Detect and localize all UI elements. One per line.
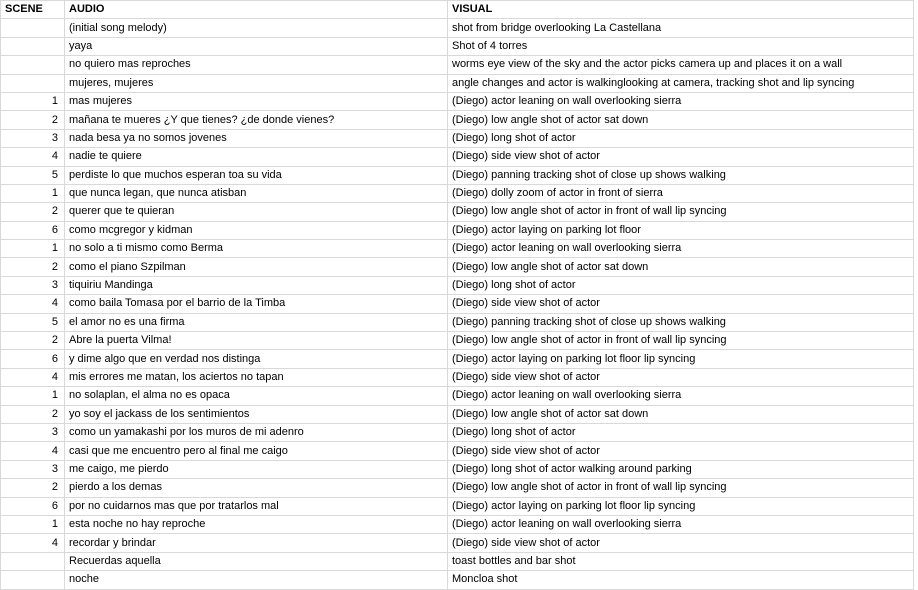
visual-cell[interactable]: (Diego) low angle shot of actor sat down [448, 405, 914, 423]
table-row [1, 129, 914, 147]
visual-cell[interactable]: (Diego) side view shot of actor [448, 148, 914, 166]
audio-cell[interactable]: como baila Tomasa por el barrio de la Timba [65, 295, 448, 313]
scene-cell[interactable]: 3 [1, 423, 65, 441]
table-row [1, 423, 914, 441]
visual-cell[interactable]: (Diego) actor leaning on wall overlooking sierra [448, 92, 914, 110]
audio-cell[interactable]: mis errores me matan, los aciertos no tapan [65, 368, 448, 386]
audio-cell[interactable]: Abre la puerta Vilma! [65, 332, 448, 350]
visual-cell[interactable]: (Diego) actor laying on parking lot floor [448, 221, 914, 239]
scene-cell[interactable]: 4 [1, 368, 65, 386]
visual-cell[interactable]: angle changes and actor is walkinglooking at camera, tracking shot and lip syncing [448, 74, 914, 92]
table-row [1, 74, 914, 92]
scene-cell[interactable]: 1 [1, 240, 65, 258]
scene-cell[interactable]: 2 [1, 405, 65, 423]
table-row [1, 350, 914, 368]
scene-cell[interactable] [1, 19, 65, 37]
table-row [1, 497, 914, 515]
table-row [1, 166, 914, 184]
table-row [1, 92, 914, 110]
visual-cell[interactable]: (Diego) long shot of actor [448, 276, 914, 294]
scene-cell[interactable] [1, 74, 65, 92]
audio-cell[interactable]: nada besa ya no somos jovenes [65, 129, 448, 147]
header-row [1, 1, 914, 19]
visual-cell[interactable]: shot from bridge overlooking La Castellana [448, 19, 914, 37]
audio-cell[interactable]: Recuerdas aquella [65, 552, 448, 570]
audio-cell[interactable]: noche [65, 571, 448, 589]
visual-cell[interactable]: (Diego) actor leaning on wall overlooking sierra [448, 515, 914, 533]
visual-cell[interactable]: (Diego) low angle shot of actor in front of wall lip syncing [448, 203, 914, 221]
audio-cell[interactable]: no solaplan, el alma no es opaca [65, 387, 448, 405]
audio-cell[interactable]: no quiero mas reproches [65, 56, 448, 74]
scene-cell[interactable] [1, 56, 65, 74]
scene-cell[interactable]: 3 [1, 276, 65, 294]
table-row [1, 368, 914, 386]
scene-cell[interactable]: 2 [1, 111, 65, 129]
scene-cell[interactable]: 4 [1, 148, 65, 166]
scene-cell[interactable]: 3 [1, 460, 65, 478]
scene-cell[interactable]: 1 [1, 387, 65, 405]
audio-cell[interactable]: por no cuidarnos mas que por tratarlos mal [65, 497, 448, 515]
scene-cell[interactable]: 1 [1, 92, 65, 110]
scene-cell[interactable]: 2 [1, 203, 65, 221]
table-row [1, 405, 914, 423]
table-row [1, 148, 914, 166]
visual-cell[interactable]: worms eye view of the sky and the actor picks camera up and places it on a wall [448, 56, 914, 74]
visual-cell[interactable]: (Diego) long shot of actor [448, 423, 914, 441]
visual-cell[interactable]: (Diego) actor leaning on wall overlooking sierra [448, 387, 914, 405]
audio-cell[interactable]: casi que me encuentro pero al final me caigo [65, 442, 448, 460]
table-row [1, 460, 914, 478]
visual-cell[interactable]: (Diego) side view shot of actor [448, 534, 914, 552]
visual-cell[interactable]: (Diego) actor laying on parking lot floor lip syncing [448, 350, 914, 368]
audio-cell[interactable]: y dime algo que en verdad nos distinga [65, 350, 448, 368]
scene-cell[interactable]: 3 [1, 129, 65, 147]
audio-cell[interactable]: querer que te quieran [65, 203, 448, 221]
audio-cell[interactable]: nadie te quiere [65, 148, 448, 166]
visual-cell[interactable]: Moncloa shot [448, 571, 914, 589]
audio-cell[interactable]: yaya [65, 37, 448, 55]
table-row [1, 184, 914, 202]
visual-cell[interactable]: (Diego) panning tracking shot of close up shows walking [448, 313, 914, 331]
scene-cell[interactable]: 4 [1, 295, 65, 313]
scene-cell[interactable]: 5 [1, 313, 65, 331]
visual-cell[interactable]: (Diego) side view shot of actor [448, 295, 914, 313]
table-row [1, 313, 914, 331]
scene-cell[interactable]: 6 [1, 497, 65, 515]
table-row [1, 387, 914, 405]
audio-cell[interactable]: como el piano Szpilman [65, 258, 448, 276]
audio-cell[interactable]: no solo a ti mismo como Berma [65, 240, 448, 258]
column-header-visual[interactable]: VISUAL [448, 1, 914, 19]
table-row [1, 332, 914, 350]
column-header-audio[interactable]: AUDIO [65, 1, 448, 19]
audio-cell[interactable]: el amor no es una firma [65, 313, 448, 331]
scene-cell[interactable] [1, 37, 65, 55]
scene-cell[interactable]: 6 [1, 221, 65, 239]
scene-cell[interactable]: 6 [1, 350, 65, 368]
scene-cell[interactable]: 1 [1, 515, 65, 533]
table-row [1, 203, 914, 221]
visual-cell[interactable]: (Diego) dolly zoom of actor in front of sierra [448, 184, 914, 202]
audio-cell[interactable]: pierdo a los demas [65, 479, 448, 497]
visual-cell[interactable]: (Diego) low angle shot of actor in front of wall lip syncing [448, 479, 914, 497]
table-row [1, 295, 914, 313]
scene-cell[interactable]: 2 [1, 258, 65, 276]
scene-cell[interactable] [1, 552, 65, 570]
scene-cell[interactable]: 4 [1, 534, 65, 552]
table-row [1, 221, 914, 239]
visual-cell[interactable]: (Diego) low angle shot of actor sat down [448, 258, 914, 276]
table-row [1, 571, 914, 589]
visual-cell[interactable]: (Diego) low angle shot of actor sat down [448, 111, 914, 129]
table-row [1, 37, 914, 55]
audio-cell[interactable]: recordar y brindar [65, 534, 448, 552]
scene-cell[interactable]: 4 [1, 442, 65, 460]
table-row [1, 515, 914, 533]
table-row [1, 240, 914, 258]
audio-cell[interactable]: mas mujeres [65, 92, 448, 110]
visual-cell[interactable]: (Diego) long shot of actor walking around parking [448, 460, 914, 478]
table-row [1, 276, 914, 294]
scene-cell[interactable]: 1 [1, 184, 65, 202]
scene-cell[interactable] [1, 571, 65, 589]
visual-cell[interactable]: (Diego) actor laying on parking lot floor lip syncing [448, 497, 914, 515]
audio-cell[interactable]: que nunca legan, que nunca atisban [65, 184, 448, 202]
visual-cell[interactable]: Shot of 4 torres [448, 37, 914, 55]
visual-cell[interactable]: (Diego) low angle shot of actor in front of wall lip syncing [448, 332, 914, 350]
visual-cell[interactable]: (Diego) panning tracking shot of close up shows walking [448, 166, 914, 184]
audio-cell[interactable]: esta noche no hay reproche [65, 515, 448, 533]
audio-cell[interactable]: mujeres, mujeres [65, 74, 448, 92]
table-row [1, 479, 914, 497]
table-row [1, 442, 914, 460]
table-row [1, 111, 914, 129]
audio-cell[interactable]: como mcgregor y kidman [65, 221, 448, 239]
audio-cell[interactable]: me caigo, me pierdo [65, 460, 448, 478]
audio-cell[interactable]: como un yamakashi por los muros de mi adenro [65, 423, 448, 441]
audio-cell[interactable]: (initial song melody) [65, 19, 448, 37]
visual-cell[interactable]: toast bottles and bar shot [448, 552, 914, 570]
table-row [1, 19, 914, 37]
visual-cell[interactable]: (Diego) side view shot of actor [448, 442, 914, 460]
table-row [1, 534, 914, 552]
column-header-scene[interactable]: SCENE [1, 1, 65, 19]
audio-cell[interactable]: mañana te mueres ¿Y que tienes? ¿de donde vienes? [65, 111, 448, 129]
scene-cell[interactable]: 2 [1, 479, 65, 497]
visual-cell[interactable]: (Diego) long shot of actor [448, 129, 914, 147]
table-row [1, 56, 914, 74]
visual-cell[interactable]: (Diego) actor leaning on wall overlooking sierra [448, 240, 914, 258]
table-row [1, 552, 914, 570]
table-row [1, 258, 914, 276]
scene-cell[interactable]: 2 [1, 332, 65, 350]
visual-cell[interactable]: (Diego) side view shot of actor [448, 368, 914, 386]
scene-cell[interactable]: 5 [1, 166, 65, 184]
audio-cell[interactable]: perdiste lo que muchos esperan toa su vida [65, 166, 448, 184]
audio-cell[interactable]: tiquiriu Mandinga [65, 276, 448, 294]
audio-cell[interactable]: yo soy el jackass de los sentimientos [65, 405, 448, 423]
